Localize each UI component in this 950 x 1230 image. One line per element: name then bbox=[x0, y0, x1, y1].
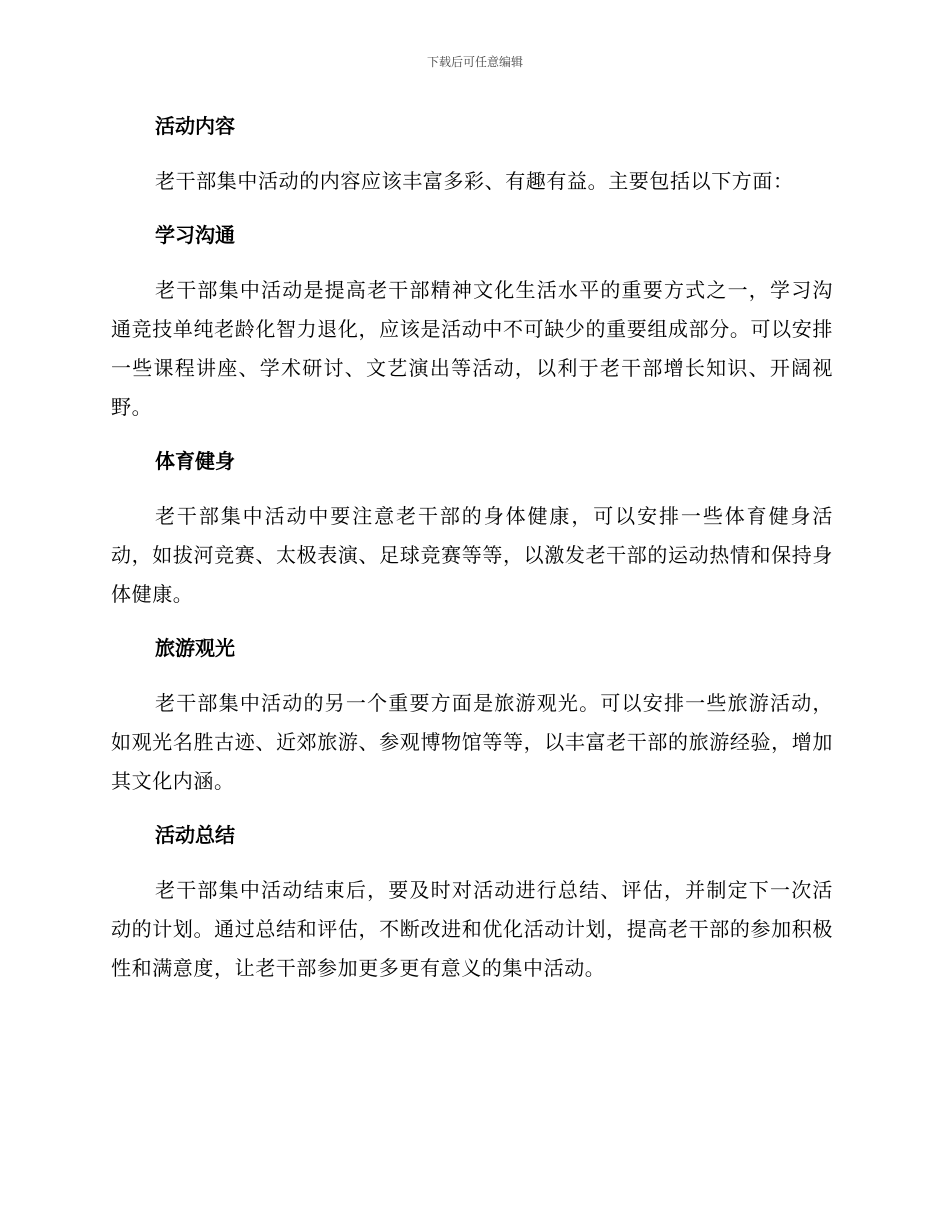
section-heading: 体育健身 bbox=[155, 449, 235, 473]
section-paragraph: 老干部集中活动中要注意老干部的身体健康，可以安排一些体育健身活动，如拔河竞赛、太极表演、足球竞赛等等，以激发老干部的运动热情和保持身体健康。 bbox=[111, 504, 833, 606]
section-paragraph: 老干部集中活动是提高老干部精神文化生活水平的重要方式之一，学习沟通竞技单纯老龄化智力退化，应该是活动中不可缺少的重要组成部分。可以安排一些课程讲座、学术研讨、文艺演出等活动，以利于老干部增长知识、开阔视野。 bbox=[111, 278, 833, 419]
section-sports-fitness bbox=[111, 443, 833, 614]
section-heading: 活动总结 bbox=[155, 823, 235, 847]
section-paragraph: 老干部集中活动的内容应该丰富多彩、有趣有益。主要包括以下方面： bbox=[155, 169, 794, 193]
section-tourism bbox=[111, 630, 833, 801]
section-activity-summary bbox=[111, 817, 833, 988]
section-paragraph: 老干部集中活动的另一个重要方面是旅游观光。可以安排一些旅游活动，如观光名胜古迹、近郊旅游、参观博物馆等等，以丰富老干部的旅游经验，增加其文化内涵。 bbox=[111, 691, 833, 793]
section-paragraph: 老干部集中活动结束后，要及时对活动进行总结、评估，并制定下一次活动的计划。通过总结和评估，不断改进和优化活动计划，提高老干部的参加积极性和满意度，让老干部参加更多更有意义的集中活动。 bbox=[111, 878, 833, 980]
page-header-note: 下载后可任意编辑 bbox=[426, 55, 523, 69]
document-body bbox=[111, 108, 833, 1004]
section-heading: 学习沟通 bbox=[155, 223, 235, 247]
section-heading: 旅游观光 bbox=[155, 636, 235, 660]
section-heading: 活动内容 bbox=[155, 114, 235, 138]
section-learning-communication bbox=[111, 217, 833, 427]
section-activity-content bbox=[111, 108, 833, 201]
